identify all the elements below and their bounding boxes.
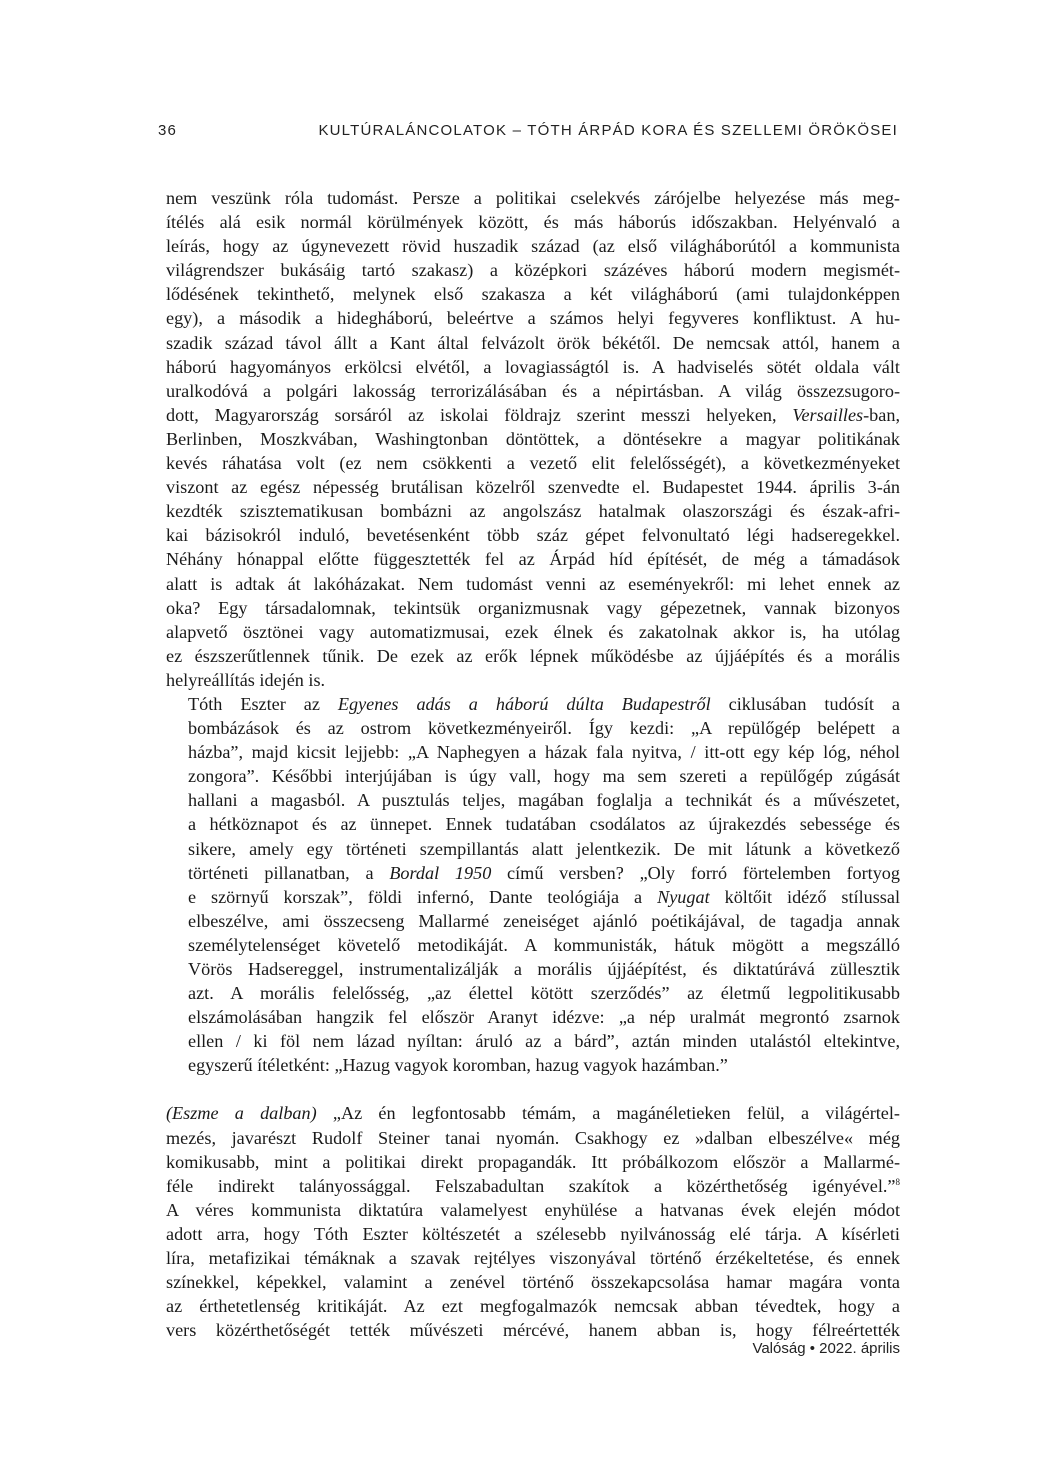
text-line: Berlinben, Moszkvában, Washingtonban döntöttek, a döntésekre a magyar politikának bbox=[166, 428, 900, 449]
text-line: elbeszélve, ami összecseng Mallarmé zeneiséget ajánló poétikájával, de tagadja annak bbox=[188, 910, 900, 931]
text-segment: féle indirekt talányossággal. Felszabadultan szakítok a közérthetőség igényével.” bbox=[166, 1175, 896, 1196]
text-line: személytelenséget követelő metodikáját. A kommunisták, hátuk mögött a megszálló bbox=[188, 934, 900, 955]
text-line: viszont az egész népesség brutálisan közelről szenvedte el. Budapestet 1944. április 3-án bbox=[166, 477, 900, 498]
text-line: kevés ráhatása volt (ez nem csökkenti a vezető elit felelősségét), a következményeket bbox=[166, 453, 900, 474]
text-segment: Tóth Eszter az bbox=[188, 693, 338, 714]
text-line: szadik század távol állt a Kant által felvázolt örök békétől. De nemcsak attól, hanem a bbox=[166, 332, 900, 353]
text-line bbox=[166, 1101, 900, 1125]
text-segment: dott, Magyarország sorsáról az iskolai földrajz szerint messzi helyeken, bbox=[166, 404, 793, 425]
running-title: KULTÚRALÁNCOLATOK – TÓTH ÁRPÁD KORA ÉS SZELLEMI ÖRÖKÖSEI bbox=[318, 122, 898, 139]
footnote-marker[interactable]: 8 bbox=[895, 1176, 900, 1187]
text-line: ítélés alá esik normál körülmények között, és más háborús időszakban. Helyénvaló a bbox=[166, 212, 900, 233]
text-line: helyreállítás idején is. bbox=[166, 669, 326, 690]
text-line: alapvető ösztönei vagy automatizmusai, ezek élnek és zakatolnak akkor is, ha utólag bbox=[166, 621, 900, 642]
article-body bbox=[166, 186, 900, 1342]
section-heading: (Eszme a dalban) bbox=[166, 1103, 317, 1124]
text-line: adott arra, hogy Tóth Eszter költészetét a szélesebb nyilvánosság elé tárja. A kísérleti bbox=[166, 1223, 900, 1244]
text-segment: „Az én legfontosabb témám, a magánéletieken felül, a világértel- bbox=[316, 1103, 900, 1124]
text-line: az érthetetlenség kritikáját. Az ezt megfogalmazók nemcsak abban tévedtek, hogy a bbox=[166, 1296, 900, 1317]
text-segment: e szörnyű korszak”, földi infernó, Dante teológiája a bbox=[188, 886, 658, 907]
text-line: komikusabb, mint a politikai direkt propagandák. Itt próbálkozom először a Mallarmé- bbox=[166, 1151, 900, 1172]
text-segment: című versben? „Oly forró förtelemben fortyog bbox=[491, 862, 900, 883]
paragraph-1 bbox=[166, 186, 900, 692]
text-line: nem veszünk róla tudomást. Persze a politikai cselekvés zárójelbe helyezése más meg- bbox=[166, 188, 900, 208]
text-line: sikere, amely egy történeti szempillantás alatt jelentkezik. De mit látunk a következő bbox=[188, 838, 900, 859]
text-line: színekkel, képekkel, valamint a zenével történő összekapcsolása hamar magára vonta bbox=[166, 1272, 900, 1293]
text-line: elszámolásában hangzik fel először Aranyt idézve: „a nép uralmát megrontó zsarnok bbox=[188, 1007, 900, 1028]
text-segment: költőit idéző stílussal bbox=[709, 886, 900, 907]
text-line: alatt is adtak át lakóházakat. Nem tudomást venni az eseményekről: mi lehet ennek az bbox=[166, 573, 900, 594]
italic-title: Nyugat bbox=[657, 886, 710, 907]
text-line: mezés, javarészt Rudolf Steiner tanai nyomán. Csakhogy ez »dalban elbeszélve« még bbox=[166, 1127, 900, 1148]
text-line: azt. A morális felelősség, „az élettel kötött szerződés” az életmű legpolitikusabb bbox=[188, 983, 900, 1004]
text-line bbox=[166, 885, 900, 909]
text-line: lődésének tekinthető, melynek első szakasza a két világháború (ami tulajdonképpen bbox=[166, 284, 900, 305]
text-line: zongora”. Későbbi interjújában is úgy vall, hogy ma sem szereti a repülőgép zúgását bbox=[188, 766, 900, 787]
text-line bbox=[166, 861, 900, 885]
text-line: kai bázisokról induló, bevetésenként több száz gépet felvonultató légi hadseregekkel. bbox=[166, 525, 900, 546]
text-line: hallani a magasból. A pusztulás teljes, magában foglalja a technikát és a művészetet, bbox=[188, 790, 900, 811]
italic-title: Bordal 1950 bbox=[389, 862, 492, 883]
text-line: ellen / ki föl nem lázad nyíltan: áruló az a bárd”, aztán minden utalástól eltekintve, bbox=[188, 1031, 900, 1052]
text-line: uralkodóvá a polgári lakosság terrorizálásában és a népirtásban. A világ összezsugoro- bbox=[166, 380, 900, 401]
text-line: oka? Egy társadalomnak, tekintsük organizmusnak vagy gépezetnek, vannak bizonyos bbox=[166, 597, 900, 618]
page-number: 36 bbox=[158, 122, 178, 139]
paragraph-3 bbox=[166, 1101, 900, 1342]
text-line: A véres kommunista diktatúra valamelyest enyhülése a hatvanas évek elején módot bbox=[166, 1199, 900, 1220]
italic-place-name: Versailles bbox=[792, 404, 864, 425]
page-footer: Valóság • 2022. április bbox=[752, 1340, 900, 1357]
text-segment: -ban, bbox=[863, 404, 900, 425]
text-line: a hétköznapot és az ünnepet. Ennek tudatában csodálatos az újrakezdés sebessége és bbox=[188, 814, 900, 835]
text-line bbox=[166, 1174, 900, 1198]
text-segment: történeti pillanatban, a bbox=[188, 862, 390, 883]
text-line: egyszerű ítéletként: „Hazug vagyok koromban, hazug vagyok hazámban.” bbox=[188, 1055, 728, 1076]
text-line: leírás, hogy az úgynevezett rövid huszadik század (az első világháborútól a kommunista bbox=[166, 236, 900, 257]
paragraph-2 bbox=[166, 692, 900, 1078]
text-line: líra, metafizikai témáknak a szavak rejtélyes viszonyával történő érzékeltetése, és ennek bbox=[166, 1248, 900, 1269]
text-line: vers közérthetőségét tették művészeti mércévé, hanem abban is, hogy félreértették bbox=[166, 1320, 900, 1341]
text-line bbox=[166, 403, 900, 427]
text-segment: ciklusában tudósít a bbox=[710, 693, 900, 714]
italic-title: Egyenes adás a háború dúlta Budapestről bbox=[337, 693, 711, 714]
text-line: ez észszerűtlennek tűnik. De ezek az erők lépnek működésbe az újjáépítés és a morális bbox=[166, 645, 900, 666]
page-header bbox=[158, 122, 898, 146]
text-line: világrendszer bukásáig tartó szakasz) a középkori százéves háború modern megismét- bbox=[166, 260, 900, 281]
text-line: egy), a második a hidegháború, beleértve a számos helyi fegyveres konfliktust. A hu- bbox=[166, 308, 900, 329]
text-line: Vörös Hadsereggel, instrumentalizálják a morális újjáépítést, és diktatúrává züllesztik bbox=[188, 959, 900, 979]
text-line: házba”, majd kicsit lejjebb: „A Naphegyen a házak fala nyitva, / itt-ott egy kép lóg, néhol bbox=[188, 742, 900, 763]
text-line: háború hagyományos erkölcsi elvétől, a lovagiasságtól is. A hadviselés sötét oldala vált bbox=[166, 356, 900, 377]
text-line: bombázások és az ostrom következményeiről. Így kezdi: „A repülőgép belépett a bbox=[188, 718, 900, 739]
text-line: kezdték szisztematikusan bombázni az angolszász hatalmak olaszországi és észak-afri- bbox=[166, 501, 900, 522]
text-line bbox=[166, 692, 900, 716]
text-line: Néhány hónappal előtte függesztették fel az Árpád híd építését, de még a támadások bbox=[166, 549, 900, 570]
